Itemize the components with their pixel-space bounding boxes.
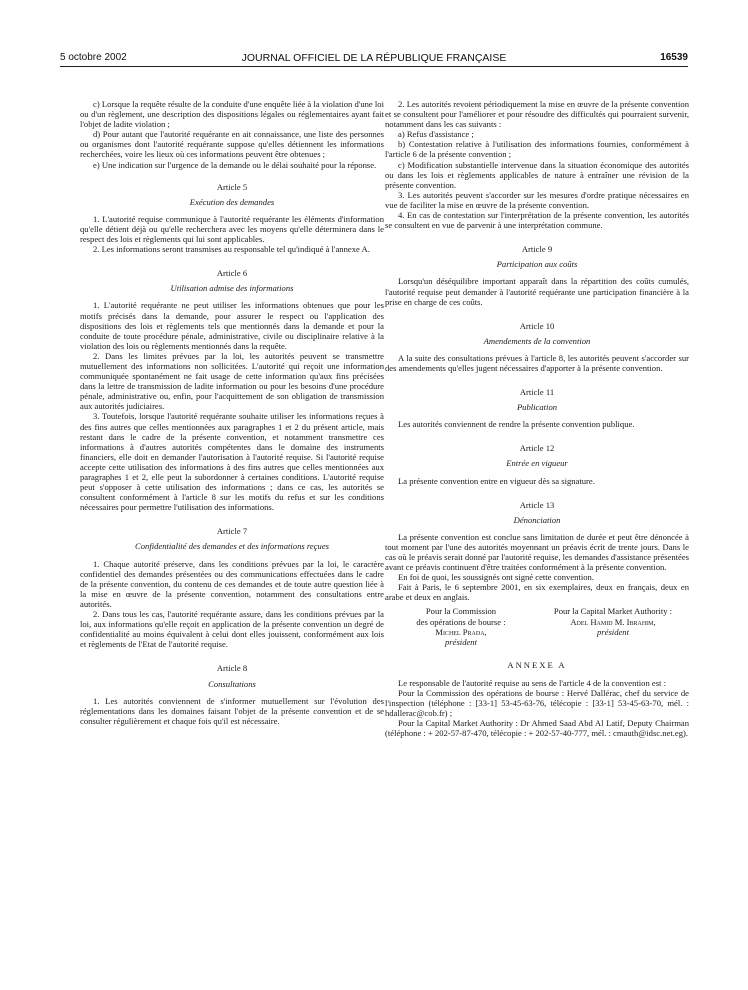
paragraph: Pour la Capital Market Authority : Dr Ahmed Saad Abd Al Latif, Deputy Chairman (téléphone : + 202-57-87-470, télécopie : + 202-57-40-777, mél. : cmauth@idsc.net.eg).	[385, 718, 689, 739]
article-5-title: Article 5	[216, 181, 248, 192]
article-13-title: Article 13	[519, 499, 555, 510]
signature-line: Pour la Commission	[425, 606, 497, 617]
annex-title: ANNEXE A	[507, 659, 567, 670]
signature-line: Pour la Capital Market Authority :	[553, 606, 673, 617]
signatory-name: Adel Hamid M. Ibrahim,	[570, 616, 656, 627]
paragraph: 1. L'autorité requise communique à l'autorité requérante les éléments d'information qu'elle détient déjà ou qu'elle recherchera avec les moyens qu'elle déterminera dans le respect des lois et règlements qui lui sont applicables.	[80, 213, 384, 245]
article-12-title: Article 12	[519, 443, 555, 454]
signatory-role: président	[597, 626, 629, 637]
signature-left	[385, 606, 537, 646]
paragraph: La présente convention est conclue sans limitation de durée et peut être dénoncée à tout moment par l'une des autorités moyennant un préavis écrit de trente jours. Dans le cas où le préavis serait donné par l'autorité requise, les demandes d'assistance présentées avant ce préavis continuent d'être traitées conformément à la présente convention.	[385, 531, 690, 573]
paragraph: 3. Les autorités peuvent s'accorder sur les mesures d'ordre pratique nécessaires en vue de faciliter la mise en œuvre de la présente convention.	[385, 189, 689, 210]
paragraph: A la suite des consultations prévues à l'article 8, les autorités peuvent s'accorder sur des amendements qu'elles jugent nécessaires d'apporter à la présente convention.	[385, 352, 689, 373]
article-6-title: Article 6	[216, 268, 248, 279]
signatory-role: président	[445, 636, 477, 647]
paragraph: c) Lorsque la requête résulte de la conduite d'une enquête liée à la violation d'une loi ou d'un règlement, une description des dispositions légales ou réglementaires ayant fait l'objet de ladite violation ;	[80, 99, 384, 130]
article-10-title: Article 10	[519, 320, 555, 331]
article-6-subtitle: Utilisation admise des informations	[170, 283, 294, 294]
paragraph: 1. Les autorités conviennent de s'informer mutuellement sur l'évolution des réglementations dans les domaines faisant l'objet de la présente convention et de se consulter régulièrement et chaque fois qu'il est nécessaire.	[80, 695, 384, 726]
paragraph: 4. En cas de contestation sur l'interprétation de la présente convention, les autorités se consultent en vue de parvenir à une interprétation commune.	[385, 210, 689, 231]
article-7-subtitle: Confidentialité des demandes et des informations reçues	[135, 541, 329, 552]
paragraph: 2. Les autorités revoient périodiquement la mise en œuvre de la présente convention et se consultent pour l'améliorer et pour résoudre des difficultés qui pourraient survenir, notamment dans les cas suivants :	[385, 99, 689, 130]
paragraph: c) Modification substantielle intervenue dans la situation économique des autorités ou dans les lois et règlements applicables de nature à entraîner une révision de la présente convention.	[385, 159, 689, 190]
paragraph: d) Pour autant que l'autorité requérante en ait connaissance, une liste des personnes ou organismes dont l'autorité requérante suppose qu'elles détiennent les informations recherchées, voire les lieux où ces informations peuvent être obtenues ;	[80, 129, 384, 160]
paragraph: b) Contestation relative à l'utilisation des informations fournies, conformément à l'article 6 de la présente convention ;	[385, 139, 689, 160]
signature-right	[537, 606, 689, 646]
article-11-subtitle: Publication	[516, 402, 558, 413]
paragraph: En foi de quoi, les soussignés ont signé cette convention.	[398, 572, 594, 583]
right-column	[385, 99, 689, 739]
article-5-subtitle: Exécution des demandes	[189, 196, 275, 207]
paragraph: Le responsable de l'autorité requise au sens de l'article 4 de la convention est :	[398, 677, 666, 688]
paragraph: e) Une indication sur l'urgence de la demande ou le délai souhaité pour la réponse.	[93, 159, 377, 170]
paragraph: 1. Chaque autorité préserve, dans les conditions prévues par la loi, le caractère confidentiel des demandes présentées ou des communications effectuées dans le cadre de la présente convention, du contenu de ces demandes et de toute autre question liée à la mise en œuvre de la présente convention, notamment des consultations entre autorités.	[80, 558, 384, 609]
article-13-subtitle: Dénonciation	[513, 514, 561, 525]
article-9-subtitle: Participation aux coûts	[496, 259, 578, 270]
signature-line: des opérations de bourse :	[416, 616, 506, 627]
header-date: 5 octobre 2002	[60, 52, 127, 63]
article-12-subtitle: Entrée en vigueur	[506, 458, 568, 469]
paragraph: a) Refus d'assistance ;	[398, 129, 474, 140]
article-9-title: Article 9	[521, 244, 553, 255]
header-journal-title: JOURNAL OFFICIEL DE LA RÉPUBLIQUE FRANÇAISE	[241, 52, 507, 64]
paragraph: 3. Toutefois, lorsque l'autorité requérante souhaite utiliser les informations reçues à des fins autres que celles mentionnées aux paragraphes 1 et 2 du présent article, mais restant dans le cadre de la présente convention, et notamment transmettre ces informations à d'autres autorités compétentes dans le domaine des instruments financiers, elle doit en demander l'autorisation à l'autorité requise. Si l'autorité requise accepte cette utilisation des informations à des fins autres que celles mentionnées aux paragraphes 1 et 2, elle peut la subordonner à certaines conditions. L'autorité requise peut s'opposer à cette utilisation des informations ; dans ce cas, les autorités se consultent conformément à l'article 8 sur les motifs du refus et sur les conditions nécessaires pour permettre l'utilisation des informations.	[80, 411, 384, 513]
paragraph: 2. Dans les limites prévues par la loi, les autorités peuvent se transmettre mutuellement des informations non sollicitées. L'autorité qui reçoit une information communiquée spontanément ne fait usage de cette information qu'aux fins précisées dans la lettre de transmission de ladite information ou pour les besoins d'une procédure pénale, administrative ou, enfin, pour l'acquittement de son obligation de transmission aux autorités judiciaires.	[80, 350, 384, 412]
article-7-title: Article 7	[216, 526, 248, 537]
signature-block	[385, 606, 689, 646]
header-rule	[60, 66, 688, 67]
article-8-title: Article 8	[216, 663, 248, 674]
paragraph: Les autorités conviennent de rendre la présente convention publique.	[398, 419, 635, 430]
paragraph: Pour la Commission des opérations de bourse : Hervé Dallérac, chef du service de l'inspection (téléphone : [33-1] 53-45-63-76, télécopie : [33-1] 53-45-63-70, mél. : hdallerac@cob.fr) ;	[385, 688, 689, 719]
article-10-subtitle: Amendements de la convention	[483, 335, 591, 346]
paragraph: Fait à Paris, le 6 septembre 2001, en six exemplaires, deux en français, deux en arabe et deux en anglais.	[385, 582, 689, 603]
paragraph: 1. L'autorité requérante ne peut utiliser les informations obtenues que pour les motifs précisés dans la demande, pour assurer le respect ou l'application des dispositions des lois et règlements tels que mentionnés dans la demande et pour la conduite de toute procédure pénale, administrative, civile ou disciplinaire relative à la violation des lois ou règlements mentionnés dans la requête.	[80, 300, 384, 351]
left-column	[80, 99, 384, 726]
paragraph: Lorsqu'un déséquilibre important apparaît dans la répartition des coûts cumulés, l'autorité requise peut demander à l'autorité requérante une participation financière à la prise en charge de ces coûts.	[385, 276, 689, 307]
article-8-subtitle: Consultations	[208, 678, 256, 689]
signatory-name: Michel Prada,	[435, 626, 487, 637]
paragraph: La présente convention entre en vigueur dès sa signature.	[398, 475, 595, 486]
paragraph: 2. Dans tous les cas, l'autorité requérante assure, dans les conditions prévues par la loi, aux informations qu'elle reçoit en application de la présente convention un degré de confidentialité au moins équivalent à celui dont elles jouissent, conformément aux lois et règlements de l'Etat de l'autorité requise.	[80, 609, 384, 650]
header-page-number: 16539	[660, 52, 688, 63]
paragraph: 2. Les informations seront transmises au responsable tel qu'indiqué à l'annexe A.	[93, 244, 370, 255]
article-11-title: Article 11	[519, 387, 555, 398]
